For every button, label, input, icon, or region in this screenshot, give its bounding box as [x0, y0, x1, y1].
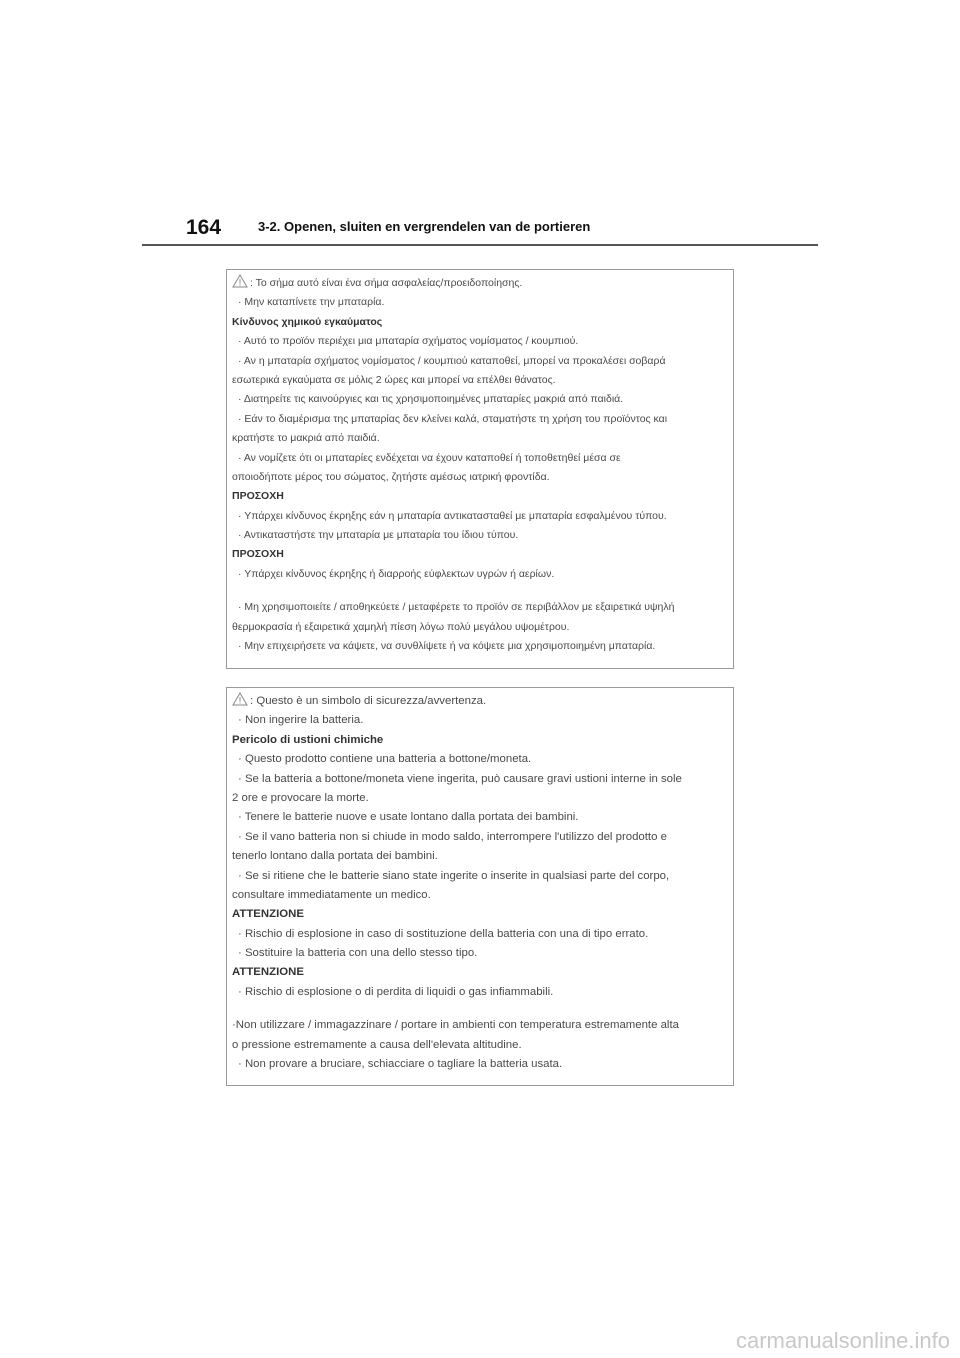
- greek-line-6: εσωτερικά εγκαύματα σε μόλις 2 ώρες και μπορεί να επέλθει θάνατος.: [232, 373, 556, 386]
- greek-heading-caution-1: ΠΡΟΣΟΧΗ: [232, 490, 284, 503]
- italian-line-18: o pressione estremamente a causa dell'elevata altitudine.: [232, 1038, 522, 1051]
- italian-warning-box: [226, 687, 734, 1086]
- italian-line-16: · Rischio di esplosione o di perdita di liquidi o gas infiammabili.: [238, 985, 554, 998]
- italian-line-19: · Non provare a bruciare, schiacciare o tagliare la batteria usata.: [238, 1058, 563, 1071]
- greek-line-17: · Μη χρησιμοποιείτε / αποθηκεύετε / μεταφέρετε το προϊόν σε περιβάλλον με εξαιρετικά υψηλή: [238, 601, 675, 614]
- italian-heading-caution-2: ATTENZIONE: [232, 966, 304, 979]
- italian-line-8: · Se il vano batteria non si chiude in modo saldo, interrompere l'utilizzo del prodotto e: [238, 830, 667, 843]
- greek-line-9: κρατήστε το μακριά από παιδιά.: [232, 432, 380, 445]
- header-rule: [142, 244, 818, 246]
- greek-line-7: · Διατηρείτε τις καινούργιες και τις χρησιμοποιημένες μπαταρίες μακριά από παιδιά.: [238, 393, 624, 406]
- greek-line-14: · Αντικαταστήστε την μπαταρία με μπαταρία του ίδιου τύπου.: [238, 529, 519, 542]
- greek-heading-caution-2: ΠΡΟΣΟΧΗ: [232, 548, 284, 561]
- italian-line-10: · Se si ritiene che le batterie siano state ingerite o inserite in qualsiasi parte del corpo,: [238, 869, 670, 882]
- greek-line-4: · Αυτό το προϊόν περιέχει μια μπαταρία σχήματος νομίσματος / κουμπιού.: [238, 335, 579, 348]
- greek-line-1: : Το σήμα αυτό είναι ένα σήμα ασφαλείας/προειδοποίησης.: [250, 277, 523, 289]
- page-header: [142, 212, 818, 246]
- greek-line-8: · Εάν το διαμέρισμα της μπαταρίας δεν κλείνει καλά, σταματήστε τη χρήση του προϊόντος και: [238, 412, 668, 425]
- italian-line-14: · Sostituire la batteria con una dello stesso tipo.: [238, 947, 478, 960]
- warning-triangle-icon: [232, 692, 248, 706]
- italian-line-11: consultare immediatamente un medico.: [232, 888, 431, 901]
- greek-line-18: θερμοκρασία ή εξαιρετικά χαμηλή πίεση λόγω πολύ μεγάλου υψομέτρου.: [232, 620, 570, 633]
- footer-watermark: carmanualsonline.info: [735, 1328, 950, 1353]
- greek-line-13: · Υπάρχει κίνδυνος έκρηξης εάν η μπαταρία αντικατασταθεί με μπαταρία εσφαλμένου τύπου.: [238, 509, 667, 522]
- italian-line-13: · Rischio di esplosione in caso di sostituzione della batteria con una di tipo errato.: [238, 927, 649, 940]
- spacer: [232, 1002, 729, 1016]
- italian-heading-caution-1: ATTENZIONE: [232, 908, 304, 921]
- greek-line-10: · Αν νομίζετε ότι οι μπαταρίες ενδέχεται να έχουν καταποθεί ή τοποθετηθεί μέσα σε: [238, 451, 621, 464]
- greek-heading-chemical-burn: Κίνδυνος χημικού εγκαύματος: [232, 315, 383, 328]
- page-number: 164: [186, 216, 222, 239]
- greek-line-5: · Αν η μπαταρία σχήματος νομίσματος / κουμπιού καταποθεί, μπορεί να προκαλέσει σοβαρά: [238, 354, 666, 367]
- italian-line-9: tenerlo lontano dalla portata dei bambini.: [232, 850, 438, 863]
- italian-heading-chemical-burn: Pericolo di ustioni chimiche: [232, 733, 384, 746]
- section-title: 3-2. Openen, sluiten en vergrendelen van de portieren: [258, 219, 591, 234]
- italian-line-6: 2 ore e provocare la morte.: [232, 791, 369, 804]
- italian-symbol-line: [232, 692, 729, 711]
- italian-line-2: · Non ingerire la batteria.: [238, 714, 364, 727]
- italian-line-4: · Questo prodotto contiene una batteria a bottone/moneta.: [238, 753, 532, 766]
- warning-triangle-icon: [232, 274, 248, 288]
- greek-line-19: · Μην επιχειρήσετε να κάψετε, να συνθλίψετε ή να κόψετε μια χρησιμοποιημένη μπαταρία.: [238, 640, 656, 653]
- greek-line-16: · Υπάρχει κίνδυνος έκρηξης ή διαρροής εύφλεκτων υγρών ή αερίων.: [238, 567, 555, 580]
- greek-warning-box: [226, 269, 734, 669]
- italian-line-7: · Tenere le batterie nuove e usate lontano dalla portata dei bambini.: [238, 811, 579, 824]
- greek-line-2: · Μην καταπίνετε την μπαταρία.: [238, 296, 385, 309]
- italian-line-1: : Questo è un simbolo di sicurezza/avvertenza.: [250, 695, 487, 707]
- spacer: [232, 584, 729, 598]
- greek-symbol-line: [232, 274, 729, 293]
- greek-line-11: οποιοδήποτε μέρος του σώματος, ζητήστε αμέσως ιατρική φροντίδα.: [232, 470, 550, 483]
- italian-line-17: ·Non utilizzare / immagazzinare / portare in ambienti con temperatura estremamente alta: [232, 1019, 679, 1032]
- italian-line-5: · Se la batteria a bottone/moneta viene ingerita, può causare gravi ustioni interne in sole: [238, 772, 682, 785]
